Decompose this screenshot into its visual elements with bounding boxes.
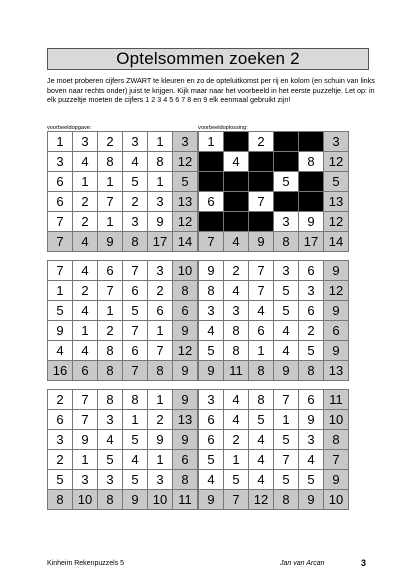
grid-cell[interactable]: 4 bbox=[73, 301, 98, 321]
sum-cell: 5 bbox=[173, 172, 198, 192]
grid-cell[interactable]: 1 bbox=[48, 281, 73, 301]
sum-cell: 12 bbox=[324, 212, 349, 232]
grid-cell: 9 bbox=[148, 212, 173, 232]
sum-cell: 9 bbox=[324, 261, 349, 281]
sum-cell: 6 bbox=[73, 361, 98, 381]
grid-cell[interactable]: 6 bbox=[123, 341, 148, 361]
sum-cell: 8 bbox=[249, 361, 274, 381]
grid-cell[interactable]: 7 bbox=[123, 261, 148, 281]
grid-cell[interactable]: 1 bbox=[148, 321, 173, 341]
sum-cell: 13 bbox=[324, 192, 349, 212]
grid-cell[interactable]: 5 bbox=[299, 470, 324, 490]
sum-cell: 8 bbox=[98, 490, 123, 510]
grid-cell[interactable]: 8 bbox=[98, 390, 123, 410]
grid-cell[interactable]: 5 bbox=[123, 430, 148, 450]
grid-cell[interactable]: 2 bbox=[148, 410, 173, 430]
sum-cell: 3 bbox=[173, 132, 198, 152]
sum-cell: 9 bbox=[173, 390, 198, 410]
sum-cell: 8 bbox=[274, 490, 299, 510]
sum-cell: 9 bbox=[173, 361, 198, 381]
grid-cell: 9 bbox=[299, 212, 324, 232]
example-caption: voorbeeldopgave: bbox=[47, 125, 92, 131]
grid-cell[interactable]: 4 bbox=[249, 301, 274, 321]
sum-cell: 9 bbox=[299, 490, 324, 510]
grid-cell[interactable]: 4 bbox=[249, 470, 274, 490]
grid-cell[interactable]: 9 bbox=[148, 430, 173, 450]
sum-cell: 10 bbox=[324, 490, 349, 510]
grid-cell[interactable]: 7 bbox=[274, 450, 299, 470]
grid-cell[interactable]: 5 bbox=[199, 341, 224, 361]
page-title-text: Optelsommen zoeken 2 bbox=[116, 49, 300, 68]
sum-cell: 9 bbox=[324, 470, 349, 490]
grid-cell[interactable]: 1 bbox=[274, 410, 299, 430]
grid-cell[interactable]: 3 bbox=[98, 410, 123, 430]
grid-cell: 4 bbox=[224, 152, 249, 172]
grid-cell[interactable]: 7 bbox=[148, 341, 173, 361]
grid-cell bbox=[199, 152, 224, 172]
grid-cell[interactable]: 4 bbox=[199, 470, 224, 490]
grid-cell: 4 bbox=[73, 152, 98, 172]
grid-cell bbox=[224, 132, 249, 152]
grid-cell: 1 bbox=[73, 172, 98, 192]
sum-cell: 12 bbox=[173, 212, 198, 232]
grid-cell[interactable]: 8 bbox=[123, 390, 148, 410]
page-title bbox=[47, 48, 369, 70]
grid-cell[interactable]: 6 bbox=[148, 301, 173, 321]
sum-cell: 8 bbox=[148, 361, 173, 381]
sum-cell: 16 bbox=[48, 361, 73, 381]
grid-cell[interactable]: 5 bbox=[123, 470, 148, 490]
grid-cell: 2 bbox=[123, 192, 148, 212]
sum-cell: 9 bbox=[98, 232, 123, 252]
grid-cell[interactable]: 4 bbox=[48, 341, 73, 361]
grid-cell[interactable]: 3 bbox=[299, 281, 324, 301]
grid-cell: 1 bbox=[148, 172, 173, 192]
grid-cell: 7 bbox=[98, 192, 123, 212]
grid-cell: 8 bbox=[148, 152, 173, 172]
grid-cell[interactable]: 7 bbox=[274, 390, 299, 410]
grid-cell[interactable]: 7 bbox=[123, 321, 148, 341]
grid-cell: 7 bbox=[249, 192, 274, 212]
sum-cell: 12 bbox=[173, 152, 198, 172]
grid-cell: 8 bbox=[98, 152, 123, 172]
grid-cell[interactable]: 4 bbox=[73, 341, 98, 361]
sum-cell: 7 bbox=[324, 450, 349, 470]
grid-cell[interactable]: 5 bbox=[224, 470, 249, 490]
puzzle-grid-3 bbox=[47, 389, 198, 510]
sum-cell: 11 bbox=[173, 490, 198, 510]
grid-cell bbox=[224, 192, 249, 212]
grid-cell[interactable]: 5 bbox=[123, 301, 148, 321]
grid-cell[interactable]: 6 bbox=[299, 261, 324, 281]
grid-cell[interactable]: 9 bbox=[48, 321, 73, 341]
grid-cell bbox=[274, 152, 299, 172]
sum-cell: 6 bbox=[173, 450, 198, 470]
grid-cell[interactable]: 1 bbox=[249, 341, 274, 361]
grid-cell[interactable]: 4 bbox=[224, 410, 249, 430]
sum-cell: 9 bbox=[249, 232, 274, 252]
grid-cell: 1 bbox=[48, 132, 73, 152]
grid-cell[interactable]: 7 bbox=[73, 410, 98, 430]
sum-cell: 9 bbox=[173, 321, 198, 341]
sum-cell: 10 bbox=[173, 261, 198, 281]
grid-cell: 1 bbox=[98, 212, 123, 232]
sum-cell: 6 bbox=[324, 321, 349, 341]
grid-cell[interactable]: 3 bbox=[73, 470, 98, 490]
grid-cell: 3 bbox=[123, 212, 148, 232]
grid-cell: 1 bbox=[199, 132, 224, 152]
grid-cell[interactable]: 4 bbox=[199, 321, 224, 341]
grid-cell[interactable]: 4 bbox=[98, 430, 123, 450]
grid-cell[interactable]: 1 bbox=[73, 321, 98, 341]
grid-cell[interactable]: 6 bbox=[48, 410, 73, 430]
sum-cell: 13 bbox=[173, 192, 198, 212]
grid-cell: 2 bbox=[98, 132, 123, 152]
puzzle-grid-1 bbox=[47, 260, 198, 381]
grid-cell bbox=[199, 172, 224, 192]
grid-cell: 2 bbox=[73, 192, 98, 212]
grid-cell bbox=[249, 212, 274, 232]
grid-cell[interactable]: 4 bbox=[73, 261, 98, 281]
puzzle-grid-solution bbox=[198, 131, 349, 252]
grid-cell: 3 bbox=[274, 212, 299, 232]
sum-cell: 4 bbox=[224, 232, 249, 252]
grid-cell[interactable]: 3 bbox=[274, 261, 299, 281]
sum-cell: 13 bbox=[324, 361, 349, 381]
grid-cell: 2 bbox=[249, 132, 274, 152]
grid-cell bbox=[249, 172, 274, 192]
sum-cell: 8 bbox=[98, 361, 123, 381]
grid-cell[interactable]: 2 bbox=[98, 321, 123, 341]
grid-cell[interactable]: 1 bbox=[123, 410, 148, 430]
grid-cell[interactable]: 5 bbox=[98, 450, 123, 470]
grid-cell bbox=[224, 172, 249, 192]
grid-cell[interactable]: 9 bbox=[299, 410, 324, 430]
grid-cell[interactable]: 8 bbox=[98, 341, 123, 361]
grid-cell[interactable]: 4 bbox=[123, 450, 148, 470]
grid-cell[interactable]: 5 bbox=[299, 341, 324, 361]
sum-cell: 17 bbox=[148, 232, 173, 252]
grid-cell: 5 bbox=[123, 172, 148, 192]
grid-cell[interactable]: 4 bbox=[299, 450, 324, 470]
grid-cell: 3 bbox=[73, 132, 98, 152]
sum-cell: 9 bbox=[199, 361, 224, 381]
grid-cell[interactable]: 5 bbox=[274, 281, 299, 301]
grid-cell[interactable]: 1 bbox=[224, 450, 249, 470]
grid-cell[interactable]: 4 bbox=[224, 390, 249, 410]
grid-cell bbox=[199, 212, 224, 232]
grid-cell[interactable]: 3 bbox=[299, 430, 324, 450]
grid-cell[interactable]: 8 bbox=[224, 321, 249, 341]
sum-cell: 8 bbox=[299, 361, 324, 381]
sum-cell: 7 bbox=[224, 490, 249, 510]
grid-cell[interactable]: 3 bbox=[148, 261, 173, 281]
sum-cell: 10 bbox=[73, 490, 98, 510]
grid-cell[interactable]: 3 bbox=[98, 470, 123, 490]
grid-cell[interactable]: 3 bbox=[199, 301, 224, 321]
sum-cell: 11 bbox=[324, 390, 349, 410]
grid-cell[interactable]: 2 bbox=[224, 430, 249, 450]
footer-author: Jan van Arcan bbox=[280, 560, 325, 567]
sum-cell: 7 bbox=[123, 361, 148, 381]
grid-cell[interactable]: 5 bbox=[48, 301, 73, 321]
grid-cell[interactable]: 8 bbox=[224, 341, 249, 361]
grid-cell[interactable]: 4 bbox=[249, 450, 274, 470]
grid-cell[interactable]: 6 bbox=[299, 390, 324, 410]
grid-cell[interactable]: 9 bbox=[199, 261, 224, 281]
sum-cell: 14 bbox=[173, 232, 198, 252]
sum-cell: 9 bbox=[123, 490, 148, 510]
sum-cell: 10 bbox=[148, 490, 173, 510]
grid-cell: 1 bbox=[148, 132, 173, 152]
grid-cell[interactable]: 8 bbox=[249, 390, 274, 410]
puzzle-grid-2 bbox=[198, 260, 349, 381]
grid-cell[interactable]: 2 bbox=[224, 261, 249, 281]
grid-cell: 3 bbox=[123, 132, 148, 152]
grid-cell[interactable]: 5 bbox=[274, 301, 299, 321]
grid-cell[interactable]: 2 bbox=[48, 390, 73, 410]
sum-cell: 7 bbox=[48, 232, 73, 252]
grid-cell: 3 bbox=[148, 192, 173, 212]
grid-cell[interactable]: 6 bbox=[249, 321, 274, 341]
sum-cell: 8 bbox=[173, 470, 198, 490]
grid-cell[interactable]: 9 bbox=[73, 430, 98, 450]
grid-cell[interactable]: 6 bbox=[299, 301, 324, 321]
sum-cell: 8 bbox=[173, 281, 198, 301]
grid-cell: 4 bbox=[123, 152, 148, 172]
sum-cell: 12 bbox=[249, 490, 274, 510]
sum-cell: 7 bbox=[199, 232, 224, 252]
grid-cell[interactable]: 7 bbox=[98, 281, 123, 301]
grid-cell[interactable]: 2 bbox=[148, 281, 173, 301]
grid-cell: 1 bbox=[98, 172, 123, 192]
sum-cell: 14 bbox=[324, 232, 349, 252]
grid-cell: 6 bbox=[48, 172, 73, 192]
grid-cell[interactable]: 3 bbox=[199, 390, 224, 410]
grid-cell[interactable]: 2 bbox=[73, 281, 98, 301]
grid-cell[interactable]: 1 bbox=[148, 450, 173, 470]
grid-cell[interactable]: 8 bbox=[199, 281, 224, 301]
grid-cell[interactable]: 2 bbox=[299, 321, 324, 341]
sum-cell: 10 bbox=[324, 410, 349, 430]
puzzle-grid-example bbox=[47, 131, 198, 252]
grid-cell[interactable]: 6 bbox=[98, 261, 123, 281]
sum-cell: 8 bbox=[123, 232, 148, 252]
sum-cell: 8 bbox=[324, 430, 349, 450]
sum-cell: 12 bbox=[324, 281, 349, 301]
grid-cell[interactable]: 5 bbox=[274, 430, 299, 450]
grid-cell: 6 bbox=[48, 192, 73, 212]
sum-cell: 8 bbox=[48, 490, 73, 510]
grid-cell bbox=[274, 132, 299, 152]
sum-cell: 4 bbox=[73, 232, 98, 252]
grid-cell bbox=[299, 172, 324, 192]
sum-cell: 9 bbox=[274, 361, 299, 381]
grid-cell[interactable]: 7 bbox=[48, 261, 73, 281]
grid-cell[interactable]: 2 bbox=[48, 450, 73, 470]
grid-cell[interactable]: 4 bbox=[249, 430, 274, 450]
puzzle-grid-4 bbox=[198, 389, 349, 510]
sum-cell: 9 bbox=[199, 490, 224, 510]
grid-cell[interactable]: 1 bbox=[73, 450, 98, 470]
grid-cell bbox=[274, 192, 299, 212]
grid-cell: 3 bbox=[48, 152, 73, 172]
grid-cell[interactable]: 7 bbox=[73, 390, 98, 410]
intro-text: Je moet proberen cijfers ZWART te kleuren en zo de opteluitkomst per rij en kolom (en schuin van links boven naar rechts onder) juist te krijgen. Kijk maar naar het voorbeeld in het eerste puzzeltje. Let op: in elk puzzeltje moeten de cijfers 1 2 3 4 5 6 7 8 en 9 elk eenmaal gebruikt zijn! bbox=[47, 76, 375, 105]
grid-cell[interactable]: 1 bbox=[98, 301, 123, 321]
grid-cell[interactable]: 5 bbox=[199, 450, 224, 470]
grid-cell[interactable]: 3 bbox=[224, 301, 249, 321]
grid-cell bbox=[249, 152, 274, 172]
grid-cell: 8 bbox=[299, 152, 324, 172]
grid-cell[interactable]: 3 bbox=[48, 430, 73, 450]
sum-cell: 13 bbox=[173, 410, 198, 430]
grid-cell[interactable]: 6 bbox=[123, 281, 148, 301]
grid-cell[interactable]: 6 bbox=[199, 430, 224, 450]
sum-cell: 9 bbox=[173, 430, 198, 450]
sum-cell: 11 bbox=[224, 361, 249, 381]
page-number: 3 bbox=[361, 558, 367, 568]
sum-cell: 9 bbox=[324, 341, 349, 361]
grid-cell[interactable]: 7 bbox=[249, 261, 274, 281]
grid-cell: 2 bbox=[73, 212, 98, 232]
grid-cell bbox=[224, 212, 249, 232]
sum-cell: 8 bbox=[274, 232, 299, 252]
grid-cell[interactable]: 5 bbox=[48, 470, 73, 490]
grid-cell[interactable]: 7 bbox=[249, 281, 274, 301]
grid-cell[interactable]: 3 bbox=[148, 470, 173, 490]
sum-cell: 17 bbox=[299, 232, 324, 252]
sum-cell: 12 bbox=[173, 341, 198, 361]
sum-cell: 12 bbox=[324, 152, 349, 172]
grid-cell: 6 bbox=[199, 192, 224, 212]
solution-caption: voorbeeldoplossing: bbox=[198, 125, 248, 131]
grid-cell[interactable]: 1 bbox=[148, 390, 173, 410]
grid-cell: 7 bbox=[48, 212, 73, 232]
grid-cell bbox=[299, 192, 324, 212]
grid-cell bbox=[299, 132, 324, 152]
sum-cell: 9 bbox=[324, 301, 349, 321]
grid-cell: 5 bbox=[274, 172, 299, 192]
grid-cell[interactable]: 5 bbox=[249, 410, 274, 430]
footer-publisher: Kinheim Rekenpuzzels 5 bbox=[47, 560, 125, 567]
sum-cell: 6 bbox=[173, 301, 198, 321]
sum-cell: 3 bbox=[324, 132, 349, 152]
grid-cell[interactable]: 4 bbox=[274, 321, 299, 341]
sum-cell: 5 bbox=[324, 172, 349, 192]
grid-cell[interactable]: 5 bbox=[274, 470, 299, 490]
grid-cell[interactable]: 6 bbox=[199, 410, 224, 430]
grid-cell[interactable]: 4 bbox=[224, 281, 249, 301]
grid-cell[interactable]: 4 bbox=[274, 341, 299, 361]
